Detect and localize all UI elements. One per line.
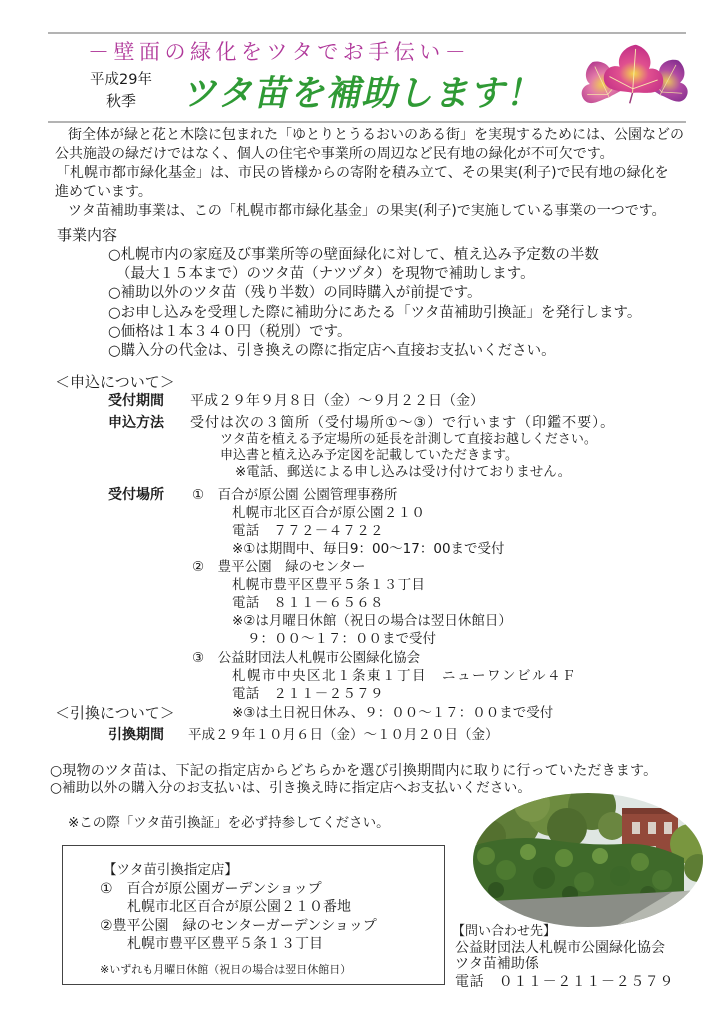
business-item: ○購入分の代金は、引き換えの際に指定店へ直接お支払いください。 [108,343,556,359]
business-item: ○補助以外のツタ苗（残り半数）の同時購入が前提です。 [108,285,482,301]
place-name: ③ 公益財団法人札幌市公園緑化協会 [192,650,421,666]
application-method-line: ツタ苗を植える予定場所の延長を計測して直接お越しください。 [220,432,597,447]
business-item: （最大１５本まで）のツタ苗（ナツヅタ）を現物で補助します。 [116,266,535,282]
shops-footnote: ※いずれも月曜日休館（祝日の場合は翌日休館日） [100,963,352,976]
business-item: ○価格は１本３４０円（税別）です。 [108,324,352,340]
intro-line: 街全体が緑と花と木陰に包まれた「ゆとりとうるおいのある街」を実現するためには、公園などの [68,127,684,143]
business-item: ○札幌市内の家庭及び事業所等の壁面緑化に対して、植え込み予定数の半数 [108,247,599,263]
shop-line: 札幌市北区百合が原公園２１０番地 [127,899,351,915]
reminder: ※この際「ツタ苗引換証」を必ず持参してください。 [68,815,390,831]
application-places-label: 受付場所 [108,487,164,503]
place-phone: 電話 ７７２－４７２２ [232,523,384,539]
exchange-period-value: 平成２９年１０月６日（金）～１０月２０日（金） [188,727,499,743]
slogan: －壁面の緑化をツタでお手伝い－ [88,40,471,64]
place-note: ※③は土日祝日休み、９：００～１７：００まで受付 [232,705,554,721]
place-address: 札幌市豊平区豊平５条１３丁目 [232,577,426,593]
contact-heading: 【問い合わせ先】 [452,924,557,939]
ivy-leaves-illustration [572,36,694,114]
exchange-heading: ＜引換について＞ [55,704,175,722]
season: 秋季 [106,92,137,110]
intro-line: 進めています。 [55,184,152,200]
era-year: 平成29年 [90,72,152,88]
place-name: ① 百合が原公園 公園管理事務所 [192,487,398,503]
top-rule [48,32,686,34]
place-address: 札幌市中央区北１条東１丁目 ニューワンビル４Ｆ [232,668,577,684]
application-period-value: 平成２９年９月８日（金）～９月２２日（金） [190,393,484,409]
headline: ツタ苗を補助します！ [180,74,549,114]
contact-phone: 電話 ０１１－２１１－２５７９ [455,974,674,990]
note-line: ○現物のツタ苗は、下記の指定店からどちらかを選び引換期間内に取りに行っていただきます。 [50,763,658,779]
application-method-label: 申込方法 [108,415,164,431]
ivy-wall-photo [472,792,704,928]
application-method-note: ※電話、郵送による申し込みは受け付けておりません。 [235,464,572,480]
intro-line: 公共施設の緑だけではなく、個人の住宅や事業所の周辺など民有地の緑化が不可欠です。 [55,146,614,162]
intro-line: 「札幌市都市緑化基金」は、市民の皆様からの寄附を積み立て、その果実(利子)で民有地の緑化を [56,165,669,181]
place-address: 札幌市北区百合が原公園２１０ [232,505,426,521]
application-method-line: 受付は次の３箇所（受付場所①～③）で行います（印鑑不要）。 [190,415,616,431]
contact-organization: 公益財団法人札幌市公園緑化協会 [455,940,665,956]
application-period-label: 受付期間 [108,393,164,409]
shop-line: 札幌市豊平区豊平５条１３丁目 [127,936,323,952]
business-heading: 事業内容 [57,226,118,244]
shop-line: ① 百合が原公園ガーデンショップ [100,881,322,897]
place-phone: 電話 ２１１－２５７９ [232,686,384,702]
exchange-period-label: 引換期間 [108,727,164,743]
contact-department: ツタ苗補助係 [455,956,539,972]
shop-line: ②豊平公園 緑のセンターガーデンショップ [100,918,377,934]
place-name: ② 豊平公園 緑のセンター [192,559,366,575]
shops-heading: 【ツタ苗引換指定店】 [103,862,238,878]
place-note: ※②は月曜日休館（祝日の場合は翌日休館日） [232,613,512,629]
intro-line: ツタ苗補助事業は、この「札幌市都市緑化基金」の果実(利子)で実施している事業の一つです。 [68,203,666,219]
place-note: ※①は期間中、毎日9：00～17：00まで受付 [232,541,505,557]
place-note: ９：００～１７：００まで受付 [247,631,436,647]
note-line: ○補助以外の購入分のお支払いは、引き換え時に指定店へお支払いください。 [50,780,532,796]
header-bottom-rule [48,121,686,123]
application-method-line: 申込書と植え込み予定図を記載していただきます。 [220,448,518,463]
business-item: ○お申し込みを受理した際に補助分にあたる「ツタ苗補助引換証」を発行します。 [108,305,642,321]
place-phone: 電話 ８１１－６５６８ [232,595,384,611]
application-heading: ＜申込について＞ [55,373,175,391]
ivy-leaf-center [602,43,665,106]
